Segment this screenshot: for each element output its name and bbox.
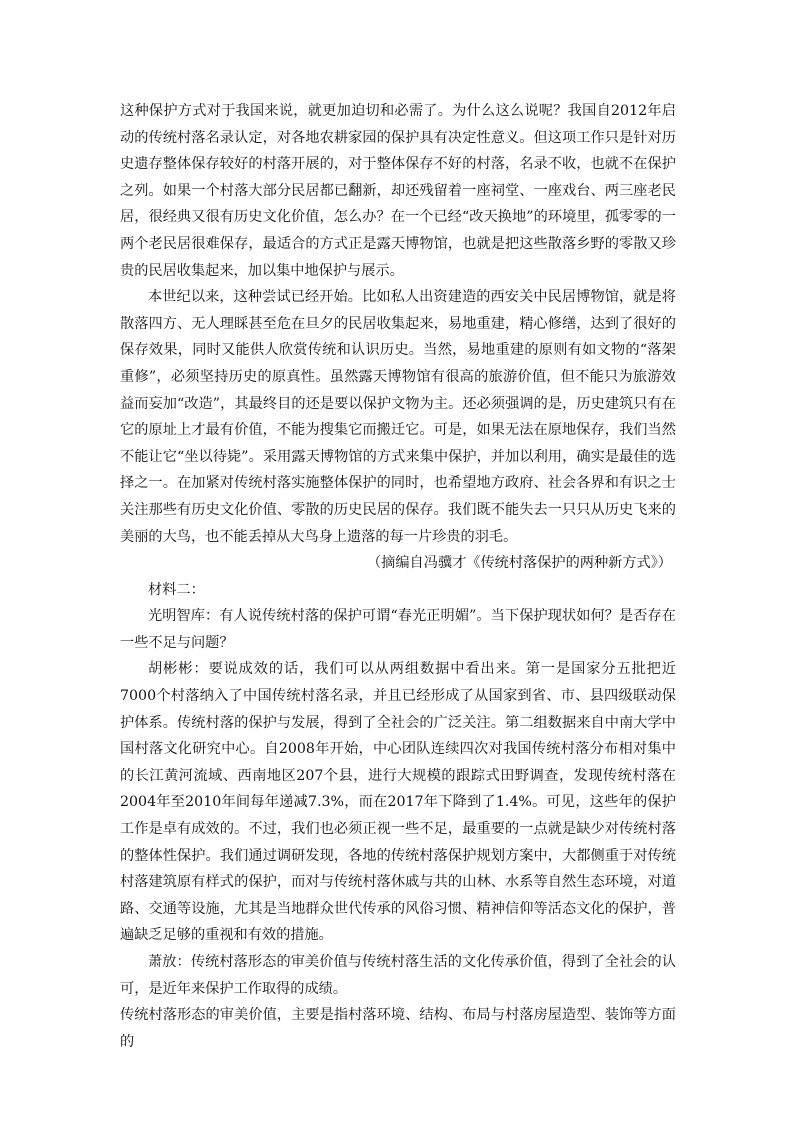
paragraph-continued: 这种保护方式对于我国来说，就更加迫切和必需了。为什么这么说呢？我国自2012年启动的传统村落名录认定，对各地农耕家园的保护具有决定性意义。但这项工作只是针对历史遗存整体保存较好的村落开展的，对于整体保存不好的村落，名录不收，也就不在保护之列。如果一个村落大部分民居都已翻新，却还残留着一座祠堂、一座戏台、两三座老民居，很经典又很有历史文化价值，怎么办？在一个已经“改天换地”的环境里，孤零零的一两个老民居很难保存，最适合的方式正是露天博物馆，也就是把这些散落乡野的零散又珍贵的民居收集起来，加以集中地保护与展示。	[120, 103, 676, 279]
section-heading: 材料二：	[148, 581, 205, 598]
source-citation: （摘编自冯骥才《传统村落保护的两种新方式》）	[366, 555, 672, 572]
interview-answer: 萧放：传统村落形态的审美价值与传统村落生活的文化传承价值，得到了全社会的认可，是近年来保护工作取得的成绩。	[120, 954, 676, 997]
interview-answer: 胡彬彬：要说成效的话，我们可以从两组数据中看出来。第一是国家分五批把近7000个村落纳入了中国传统村落名录，并且已经形成了从国家到省、市、县四级联动保护体系。传统村落的保护与发展，得到了全社会的广泛关注。第二组数据来自中南大学中国村落文化研究中心。自2008年开始，中心团队连续四次对我国传统村落分布相对集中的长江黄河流域、西南地区207个县，进行大规模的跟踪式田野调查，发现传统村落在2004年至2010年间每年递减7.3%，而在2017年下降到了1.4%。可见，这些年的保护工作是卓有成效的。不过，我们也必须正视一些不足，最重要的一点就是缺少对传统村落的整体性保护。我们通过调研发现，各地的传统村落保护规划方案中，大都侧重于对传统村落建筑原有样式的保护，而对与传统村落休戚与共的山林、水系等自然生态环境，对道路、交通等设施，尤其是当地群众世代传承的风俗习惯、精神信仰等活态文化的保护，普遍缺乏足够的重视和有效的措施。	[120, 661, 676, 944]
article-body	[120, 98, 676, 1055]
paragraph: 传统村落形态的审美价值，主要是指村落环境、结构、布局与村落房屋造型、装饰等方面的	[120, 1007, 676, 1050]
interview-question: 光明智库：有人说传统村落的保护可谓“春光正明媚”。当下保护现状如何？是否存在一些不足与问题？	[120, 608, 676, 651]
paragraph: 本世纪以来，这种尝试已经开始。比如私人出资建造的西安关中民居博物馆，就是将散落四方、无人理睬甚至危在旦夕的民居收集起来，易地重建，精心修缮，达到了很好的保存效果，同时又能供人欣赏传统和认识历史。当然，易地重建的原则有如文物的“落架重修”，必须坚持历史的原真性。虽然露天博物馆有很高的旅游价值，但不能只为旅游效益而妄加“改造”，其最终目的还是要以保护文物为主。还必须强调的是，历史建筑只有在它的原址上才最有价值，不能为搜集它而搬迁它。可是，如果无法在原地保存，我们当然不能让它“坐以待毙”。采用露天博物馆的方式来集中保护，并加以利用，确实是最佳的选择之一。在加紧对传统村落实施整体保护的同时，也希望地方政府、社会各界和有识之士关注那些有历史文化价值、零散的历史民居的保存。我们既不能失去一只只从历史飞来的美丽的大鸟，也不能丢掉从大鸟身上遗落的每一片珍贵的羽毛。	[120, 289, 676, 545]
